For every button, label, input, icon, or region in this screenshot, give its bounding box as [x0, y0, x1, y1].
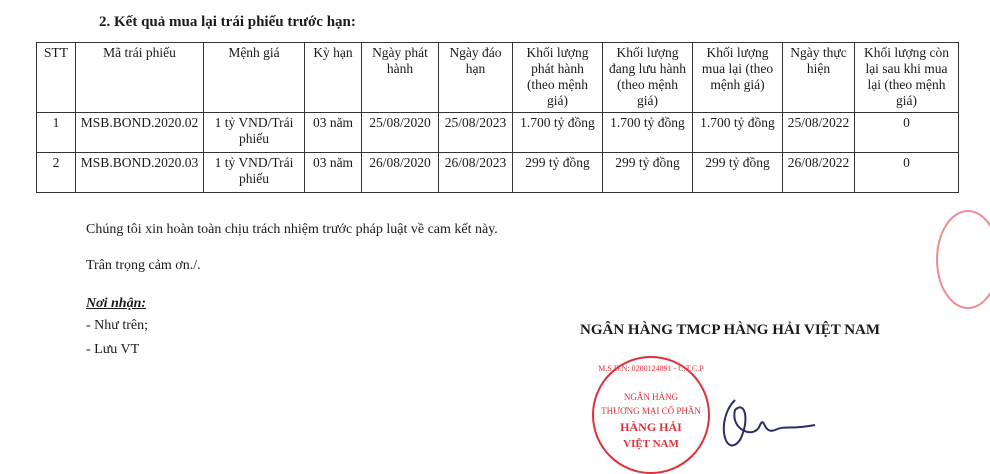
- column-header: Kỳ hạn: [305, 43, 362, 113]
- signature: [705, 380, 825, 470]
- table-cell: MSB.BOND.2020.03: [76, 153, 204, 193]
- column-header: STT: [37, 43, 76, 113]
- column-header: Ngày thực hiện: [783, 43, 855, 113]
- table-row: [37, 113, 959, 153]
- table-row: [37, 153, 959, 193]
- seal-text: THƯƠNG MẠI CỔ PHẦN: [601, 406, 701, 416]
- seal-ring-text: M.S.D.N: 0200124891 - C.T.C.P: [598, 364, 704, 373]
- recipients-label: Nơi nhận:: [86, 296, 147, 311]
- table-cell: 03 năm: [305, 153, 362, 193]
- column-header: Khối lượng còn lại sau khi mua lại (theo mệnh giá): [855, 43, 959, 113]
- section-title: 2. Kết quả mua lại trái phiếu trước hạn:: [99, 14, 356, 30]
- signer-organization: NGÂN HÀNG TMCP HÀNG HẢI VIỆT NAM: [580, 322, 881, 338]
- table-cell: 299 tỷ đồng: [693, 153, 783, 193]
- table-header-row: [37, 43, 959, 113]
- column-header: Ngày phát hành: [362, 43, 439, 113]
- column-header: Mã trái phiếu: [76, 43, 204, 113]
- table-cell: 2: [37, 153, 76, 193]
- table-cell: MSB.BOND.2020.02: [76, 113, 204, 153]
- seal-text: NGÂN HÀNG: [623, 392, 679, 402]
- commitment-text: Chúng tôi xin hoàn toàn chịu trách nhiệm trước pháp luật về cam kết này.: [86, 222, 498, 237]
- table-cell: 1 tỷ VND/Trái phiếu: [204, 113, 305, 153]
- table-cell: 1: [37, 113, 76, 153]
- table-cell: 1.700 tỷ đồng: [513, 113, 603, 153]
- seal-text: VIỆT NAM: [623, 438, 679, 450]
- recipient-item: - Như trên;: [86, 318, 149, 333]
- table-cell: 25/08/2023: [439, 113, 513, 153]
- table-cell: 25/08/2020: [362, 113, 439, 153]
- partial-seal: [936, 210, 990, 309]
- column-header: Khối lượng mua lại (theo mệnh giá): [693, 43, 783, 113]
- company-seal: [592, 356, 710, 474]
- bond-buyback-table: [36, 42, 959, 193]
- table-cell: 299 tỷ đồng: [513, 153, 603, 193]
- table-cell: 26/08/2022: [783, 153, 855, 193]
- table-cell: 0: [855, 153, 959, 193]
- column-header: Khối lượng đang lưu hành (theo mệnh giá): [603, 43, 693, 113]
- table-cell: 0: [855, 113, 959, 153]
- table-cell: 1.700 tỷ đồng: [603, 113, 693, 153]
- column-header: Khối lượng phát hành (theo mệnh giá): [513, 43, 603, 113]
- table-cell: 26/08/2020: [362, 153, 439, 193]
- table-cell: 25/08/2022: [783, 113, 855, 153]
- table-cell: 26/08/2023: [439, 153, 513, 193]
- column-header: Mệnh giá: [204, 43, 305, 113]
- regards-text: Trân trọng cảm ơn./.: [86, 258, 201, 273]
- recipient-item: - Lưu VT: [86, 342, 140, 357]
- seal-text: HÀNG HẢI: [620, 420, 682, 434]
- table-cell: 299 tỷ đồng: [603, 153, 693, 193]
- table-cell: 1.700 tỷ đồng: [693, 113, 783, 153]
- table-cell: 03 năm: [305, 113, 362, 153]
- column-header: Ngày đáo hạn: [439, 43, 513, 113]
- table-cell: 1 tỷ VND/Trái phiếu: [204, 153, 305, 193]
